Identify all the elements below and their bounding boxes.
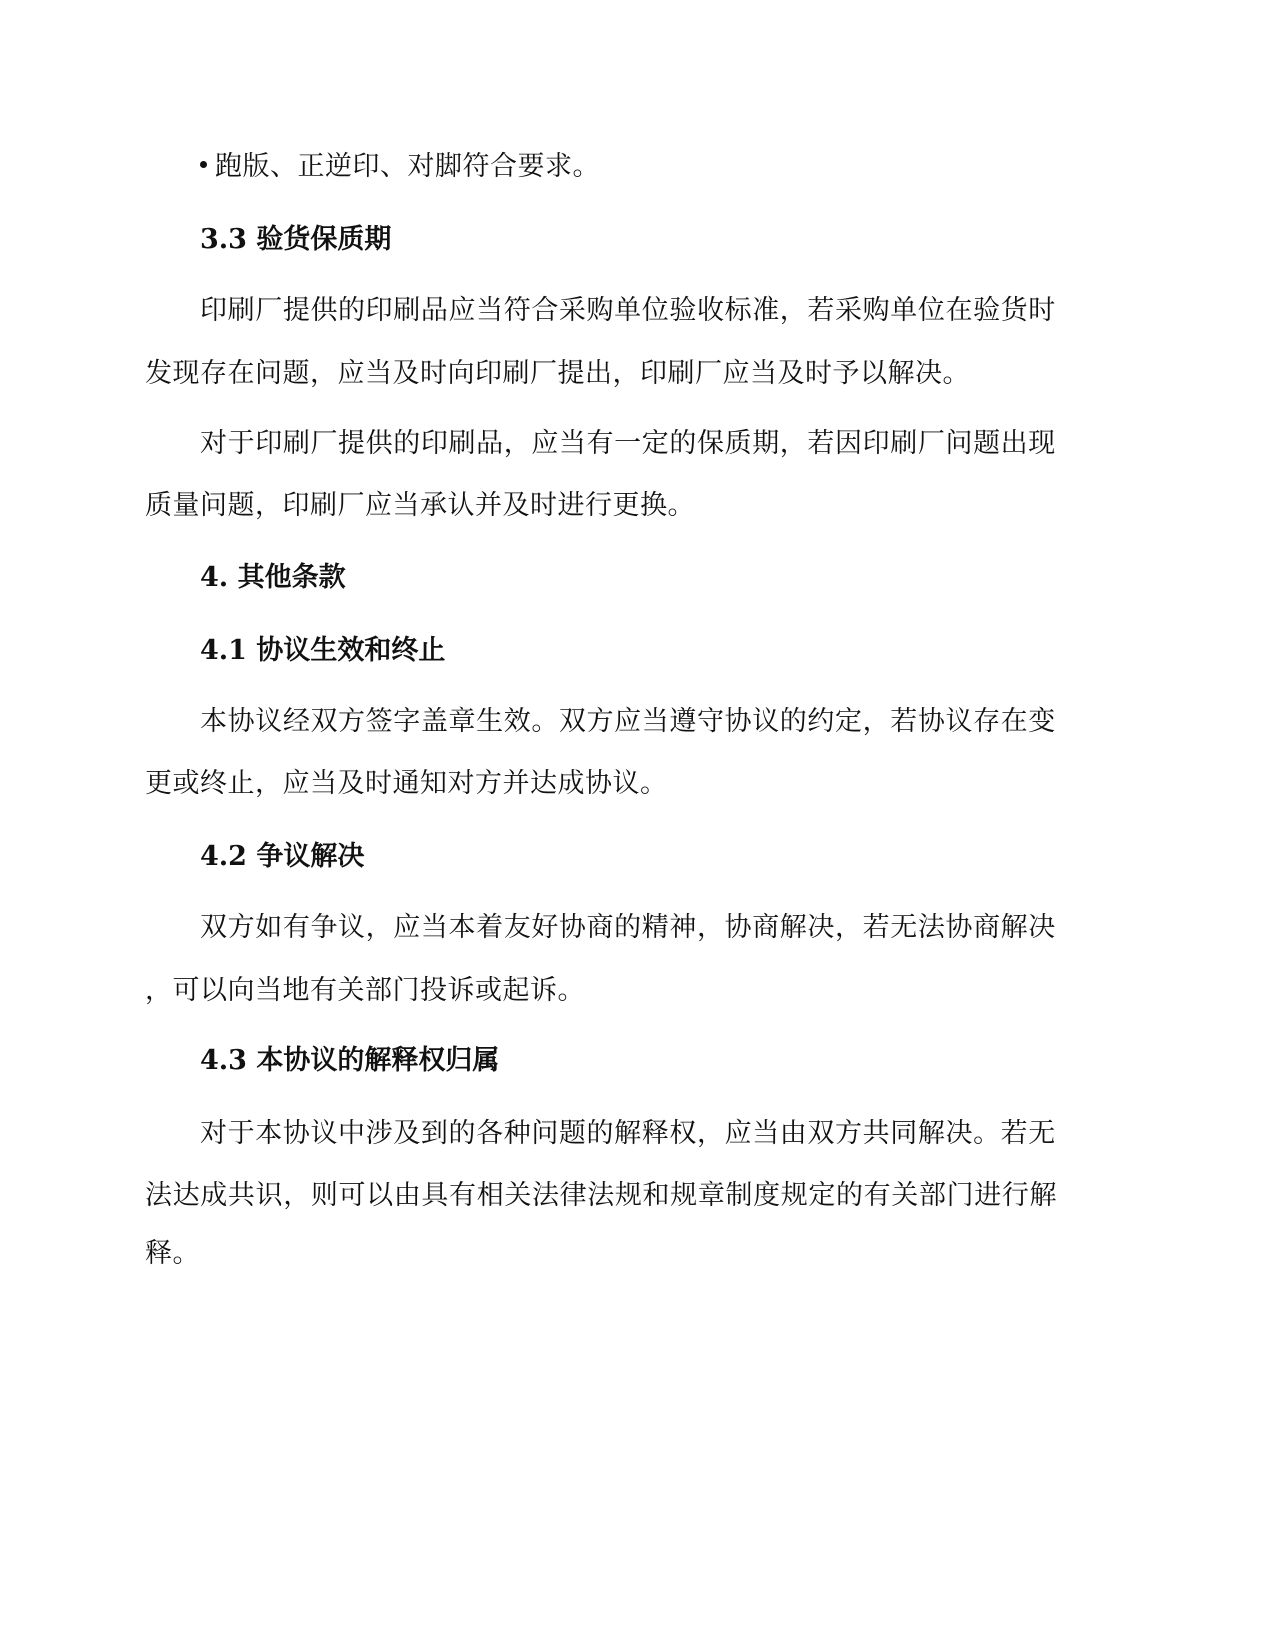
paragraph-line: 质量问题，印刷厂应当承认并及时进行更换。 [145, 490, 695, 521]
section-4-heading: 4. 其他条款 [200, 562, 346, 593]
section-4-1-heading: 4.1 协议生效和终止 [200, 635, 446, 666]
paragraph-line: ，可以向当地有关部门投诉或起诉。 [145, 975, 585, 1006]
paragraph-line: 双 方 如 有 争 议 ， 应 当 本 着 友 好 协 商 的 精 神 ， 协 商 解 决 ， 若 无 法 协 商 解 决 [200, 912, 1056, 943]
paragraph-line: 本 协 议 经 双 方 签 字 盖 章 生 效 。 双 方 应 当 遵 守 协 议 的 约 定 ， 若 协 议 存 在 变 [200, 706, 1056, 737]
bullet-text: 跑版、正逆印、对脚符合要求。 [215, 151, 600, 182]
paragraph-line: 发现存在问题，应当及时向印刷厂提出，印刷厂应当及时予以解决。 [145, 358, 970, 389]
paragraph-line: 印 刷 厂 提 供 的 印 刷 品 应 当 符 合 采 购 单 位 验 收 标 准 ， 若 采 购 单 位 在 验 货 时 [200, 295, 1056, 326]
paragraph-line: 法 达 成 共 识 ， 则 可 以 由 具 有 相 关 法 律 法 规 和 规 章 制 度 规 定 的 有 关 部 门 进 行 解 [145, 1180, 1057, 1211]
section-4-2-heading: 4.2 争议解决 [200, 841, 365, 872]
paragraph-line: 更或终止，应当及时通知对方并达成协议。 [145, 768, 668, 799]
bullet-dot-icon [200, 161, 207, 168]
paragraph-line: 对 于 印 刷 厂 提 供 的 印 刷 品 ， 应 当 有 一 定 的 保 质 期 ， 若 因 印 刷 厂 问 题 出 现 [200, 428, 1056, 459]
section-4-3-heading: 4.3 本协议的解释权归属 [200, 1045, 500, 1076]
paragraph-line: 释。 [145, 1238, 200, 1269]
section-3-3-heading: 3.3 验货保质期 [200, 224, 392, 255]
bullet-item [200, 153, 600, 180]
paragraph-line: 对 于 本 协 议 中 涉 及 到 的 各 种 问 题 的 解 释 权 ， 应 当 由 双 方 共 同 解 决 。 若 无 [200, 1118, 1056, 1149]
